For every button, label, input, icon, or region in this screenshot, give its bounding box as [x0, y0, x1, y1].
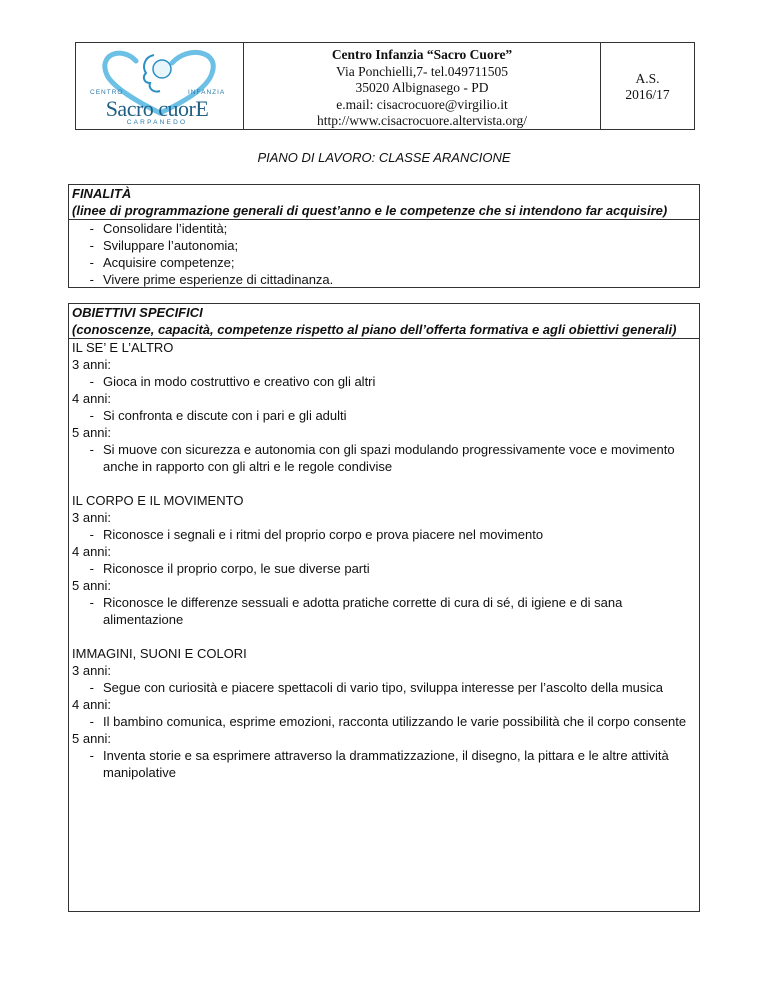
- finalita-list: [69, 220, 699, 288]
- section-title: IMMAGINI, SUONI E COLORI: [72, 646, 247, 661]
- obiettivi-list: [69, 339, 699, 781]
- dash-marker: -: [89, 714, 94, 729]
- list-item-text: Si confronta e discute con i pari e gli adulti: [103, 408, 347, 423]
- age-label: 4 anni:: [72, 697, 112, 712]
- list-item-text: Riconosce i segnali e i ritmi del proprio corpo e prova piacere nel movimento: [103, 527, 544, 542]
- age-label: 4 anni:: [72, 391, 112, 406]
- list-item: [72, 237, 696, 254]
- school-info-cell: [244, 43, 601, 129]
- dash-marker: -: [89, 374, 94, 389]
- school-year-cell: [601, 43, 694, 129]
- list-item: [72, 441, 696, 475]
- obiettivi-section: [68, 303, 700, 912]
- age-label: 5 anni:: [72, 578, 112, 593]
- age-label: 5 anni:: [72, 731, 112, 746]
- dash-marker: -: [89, 561, 94, 576]
- logo-centro-text: CENTRO: [90, 89, 124, 96]
- dash-marker: -: [89, 408, 94, 423]
- finalita-subheading: (linee di programmazione generali di quest’anno e le competenze che si intendono far acquisire): [72, 203, 668, 218]
- list-item-text: Segue con curiosità e piacere spettacoli di vario tipo, sviluppa interesse per l’ascolto della musica: [103, 680, 664, 695]
- age-label: 3 anni:: [72, 663, 112, 678]
- header-table: [75, 42, 695, 130]
- dash-marker: -: [89, 272, 94, 287]
- school-email: e.mail: cisacrocuore@virgilio.it: [336, 96, 508, 112]
- dash-marker: -: [89, 748, 94, 763]
- dash-marker: -: [89, 221, 94, 236]
- age-label: 4 anni:: [72, 544, 112, 559]
- page-title: PIANO DI LAVORO: CLASSE ARANCIONE: [257, 150, 511, 165]
- dash-marker: -: [89, 238, 94, 253]
- list-item-text: Gioca in modo costruttivo e creativo con gli altri: [103, 374, 376, 389]
- section-title: IL CORPO E IL MOVIMENTO: [72, 493, 244, 508]
- list-item: [72, 679, 696, 696]
- list-item-text: Riconosce il proprio corpo, le sue diverse parti: [103, 561, 370, 576]
- obiettivi-header: [69, 304, 699, 339]
- age-label: 3 anni:: [72, 510, 112, 525]
- list-item: [72, 220, 696, 237]
- dash-marker: -: [89, 527, 94, 542]
- section-spacer: [72, 628, 696, 645]
- obiettivi-heading: OBIETTIVI SPECIFICI: [72, 305, 203, 320]
- age-label: 5 anni:: [72, 425, 112, 440]
- school-website: http://www.cisacrocuore.altervista.org/: [317, 113, 527, 128]
- logo-main-text: Sacro cuorE: [105, 96, 209, 121]
- list-item: [72, 747, 696, 781]
- logo-cell: [76, 43, 244, 129]
- dash-marker: -: [89, 442, 94, 457]
- list-item-text: Riconosce le differenze sessuali e adotta pratiche corrette di cura di sé, di igiene e di sana alimentazione: [103, 595, 623, 627]
- dash-marker: -: [89, 595, 94, 610]
- list-item-text: Inventa storie e sa esprimere attraverso la drammatizzazione, il disegno, la pittara e le altre attività manipolative: [103, 748, 669, 780]
- list-item-text: Il bambino comunica, esprime emozioni, racconta utilizzando le varie possibilità che il corpo consente: [103, 714, 687, 729]
- school-name: Centro Infanzia “Sacro Cuore”: [331, 47, 513, 62]
- year-label: A.S.: [635, 71, 660, 86]
- logo-infanzia-text: INFANZIA: [188, 89, 226, 96]
- school-city: 35020 Albignasego - PD: [355, 80, 489, 95]
- dash-marker: -: [89, 680, 94, 695]
- section-spacer: [72, 475, 696, 492]
- list-item: [72, 407, 696, 424]
- list-item-text: Vivere prime esperienze di cittadinanza.: [103, 272, 334, 287]
- list-item: [72, 271, 696, 288]
- finalita-header: [69, 185, 699, 220]
- list-item: [72, 713, 696, 730]
- list-item-text: Consolidare l’identità;: [103, 221, 228, 236]
- list-item-text: Acquisire competenze;: [103, 255, 235, 270]
- finalita-section: [68, 184, 700, 288]
- obiettivi-subheading: (conoscenze, capacità, competenze rispetto al piano dell’offerta formativa e agli obiettivi generali): [72, 322, 677, 337]
- dash-marker: -: [89, 255, 94, 270]
- list-item-text: Sviluppare l’autonomia;: [103, 238, 239, 253]
- school-address: Via Ponchielli,7- tel.049711505: [336, 63, 508, 79]
- list-item: [72, 560, 696, 577]
- list-item: [72, 373, 696, 390]
- finalita-heading: FINALITÀ: [72, 186, 132, 201]
- list-item: [72, 254, 696, 271]
- list-item-text: Si muove con sicurezza e autonomia con gli spazi modulando progressivamente voce e movimento anche in rapporto con gli altri e le regole condivise: [103, 442, 675, 474]
- list-item: [72, 594, 696, 628]
- year-value: 2016/17: [625, 87, 670, 102]
- list-item: [72, 526, 696, 543]
- age-label: 3 anni:: [72, 357, 112, 372]
- section-title: IL SE’ E L’ALTRO: [72, 340, 174, 355]
- logo-carpanedo-text: CARPANEDO: [126, 119, 188, 126]
